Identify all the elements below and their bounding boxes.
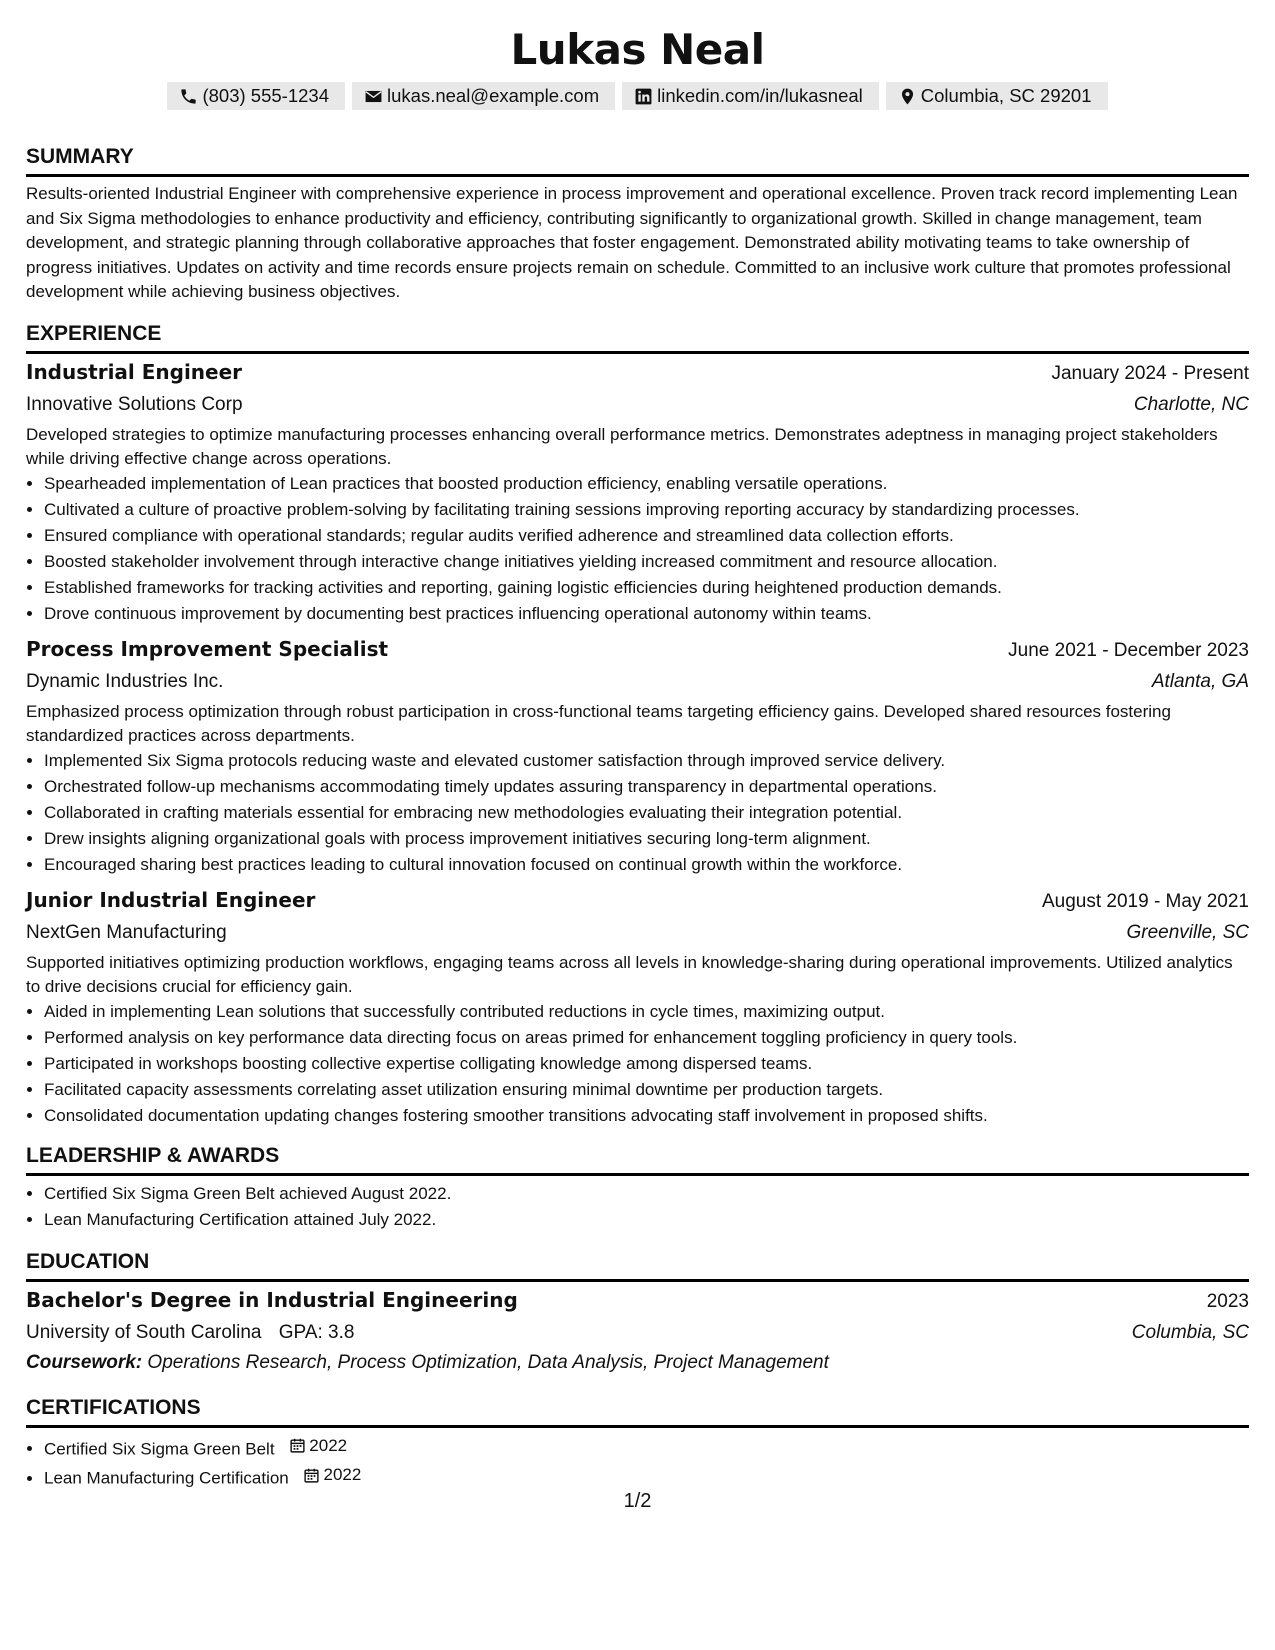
summary-text: Results-oriented Industrial Engineer with comprehensive experience in process improvement and operational excellence. Proven track record implementing Lean and Six Sigma methodologies to enhance productivity and efficiency, contributing significantly to organizational growth. Skilled in change management, team development, and strategic planning through collaborative approaches that foster engagement. Demonstrated ability motivating teams to take ownership of progress initiatives. Updates on activity and time records ensure projects remain on schedule. Committed to an inclusive work culture that promotes professional development while achieving business objectives.	[26, 184, 1238, 301]
list-item: • Collaborated in crafting materials essential for embracing new methodologies evaluating their integration potential.	[44, 800, 1249, 826]
list-item: • Boosted stakeholder involvement through interactive change initiatives yielding increased commitment and resource allocation.	[44, 549, 1249, 575]
job-date: June 2021 - December 2023	[1008, 639, 1249, 661]
page-number: 1/2	[623, 1490, 652, 1512]
job-description: Supported initiatives optimizing production workflows, engaging teams across all levels in knowledge-sharing during operational improvements. Utilized analytics to drive decisions crucial for efficiency gain.	[26, 952, 1233, 996]
certifications-heading: CERTIFICATIONS	[26, 1393, 1249, 1428]
awards-section	[26, 1141, 1249, 1233]
job-company: NextGen Manufacturing	[26, 921, 227, 943]
list-item: • Drove continuous improvement by documenting best practices influencing operational autonomy within teams.	[44, 601, 1249, 627]
job-title: Industrial Engineer	[26, 359, 243, 384]
list-item: • Ensured compliance with operational standards; regular audits verified adherence and streamlined data collection efforts.	[44, 523, 1249, 549]
job-location: Greenville, SC	[1126, 921, 1249, 943]
list-item: • Implemented Six Sigma protocols reducing waste and elevated customer satisfaction through improved service delivery.	[44, 748, 1249, 774]
contact-linkedin	[622, 82, 879, 110]
calendar-icon	[303, 1467, 320, 1484]
summary-heading: SUMMARY	[26, 142, 1249, 177]
education-heading: EDUCATION	[26, 1247, 1249, 1282]
job-entry	[26, 357, 1249, 627]
contact-phone	[167, 82, 345, 110]
awards-list	[26, 1181, 1249, 1233]
list-item: • Facilitated capacity assessments correlating asset utilization ensuring minimal downtime per production targets.	[44, 1077, 1249, 1103]
contact-phone-text: (803) 555-1234	[202, 85, 329, 106]
contact-email-text: lukas.neal@example.com	[387, 85, 600, 106]
job-company: Dynamic Industries Inc.	[26, 670, 224, 692]
job-bullets	[26, 471, 1249, 627]
envelope-icon	[364, 87, 383, 106]
job-description: Developed strategies to optimize manufacturing processes enhancing overall performance metrics. Demonstrates adeptness in managing project stakeholders while driving effective change across operations.	[26, 424, 1218, 468]
list-item: • Consolidated documentation updating changes fostering smoother transitions advocating staff involvement in proposed shifts.	[44, 1103, 1249, 1129]
job-bullets	[26, 748, 1249, 878]
job-title: Junior Industrial Engineer	[26, 887, 316, 912]
coursework	[26, 1348, 1249, 1378]
certifications-list	[26, 1433, 1249, 1492]
resume-page	[26, 0, 1249, 1492]
list-item: • Established frameworks for tracking activities and reporting, gaining logistic efficiencies during heightened production demands.	[44, 575, 1249, 601]
contact-email	[352, 82, 615, 110]
school-name: University of South Carolina	[26, 1321, 262, 1343]
list-item: • Performed analysis on key performance data directing focus on areas primed for enhancement toggling proficiency in query tools.	[44, 1025, 1249, 1051]
list-item: • Encouraged sharing best practices leading to cultural innovation focused on continual growth within the workforce.	[44, 852, 1249, 878]
gpa: GPA: 3.8	[278, 1321, 355, 1343]
contact-linkedin-text: linkedin.com/in/lukasneal	[657, 85, 863, 106]
summary-section	[26, 142, 1249, 305]
cert-name: Certified Six Sigma Green Belt	[44, 1439, 275, 1458]
job-bullets	[26, 999, 1249, 1129]
list-item: • Certified Six Sigma Green Belt achieved August 2022.	[44, 1181, 1249, 1207]
contact-location-text: Columbia, SC 29201	[920, 85, 1092, 106]
list-item: • Spearheaded implementation of Lean practices that boosted production efficiency, enabling versatile operations.	[44, 471, 1249, 497]
experience-heading: EXPERIENCE	[26, 319, 1249, 354]
certifications-section	[26, 1393, 1249, 1492]
coursework-list: Operations Research, Process Optimization, Data Analysis, Project Management	[147, 1351, 829, 1373]
list-item: • Lean Manufacturing Certification attained July 2022.	[44, 1207, 1249, 1233]
job-company: Innovative Solutions Corp	[26, 393, 243, 415]
list-item: • Aided in implementing Lean solutions that successfully contributed reductions in cycle times, maximizing output.	[44, 999, 1249, 1025]
list-item	[44, 1433, 1249, 1463]
job-location: Charlotte, NC	[1133, 393, 1249, 415]
job-location: Atlanta, GA	[1151, 670, 1249, 692]
experience-section	[26, 319, 1249, 1129]
job-description: Emphasized process optimization through robust participation in cross-functional teams targeting efficiency gains. Developed shared resources fostering standardized practices across departments.	[26, 701, 1171, 745]
list-item: • Participated in workshops boosting collective expertise colligating knowledge among dispersed teams.	[44, 1051, 1249, 1077]
job-entry	[26, 885, 1249, 1129]
map-pin-icon	[898, 87, 917, 106]
list-item: • Drew insights aligning organizational goals with process improvement initiatives securing long-term alignment.	[44, 826, 1249, 852]
job-entry	[26, 634, 1249, 878]
education-section	[26, 1247, 1249, 1378]
list-item: • Orchestrated follow-up mechanisms accommodating timely updates assuring transparency in departmental operations.	[44, 774, 1249, 800]
job-title: Process Improvement Specialist	[26, 636, 389, 661]
candidate-name: Lukas Neal	[510, 25, 765, 74]
degree-title: Bachelor's Degree in Industrial Engineering	[26, 1287, 518, 1312]
job-date: August 2019 - May 2021	[1041, 890, 1249, 912]
phone-icon	[179, 87, 198, 106]
contact-bar	[26, 82, 1249, 110]
school-location: Columbia, SC	[1131, 1321, 1249, 1343]
calendar-icon	[289, 1437, 306, 1454]
cert-year: 2022	[323, 1465, 362, 1484]
contact-location	[886, 82, 1108, 110]
job-date: January 2024 - Present	[1051, 362, 1249, 384]
linkedin-icon	[634, 87, 653, 106]
degree-year: 2023	[1206, 1290, 1249, 1312]
list-item	[44, 1462, 1249, 1492]
list-item: • Cultivated a culture of proactive problem-solving by facilitating training sessions improving reporting accuracy by standardizing processes.	[44, 497, 1249, 523]
coursework-label: Coursework:	[26, 1351, 143, 1373]
cert-year: 2022	[309, 1435, 348, 1455]
awards-heading: LEADERSHIP & AWARDS	[26, 1141, 1249, 1176]
cert-name: Lean Manufacturing Certification	[44, 1468, 289, 1488]
